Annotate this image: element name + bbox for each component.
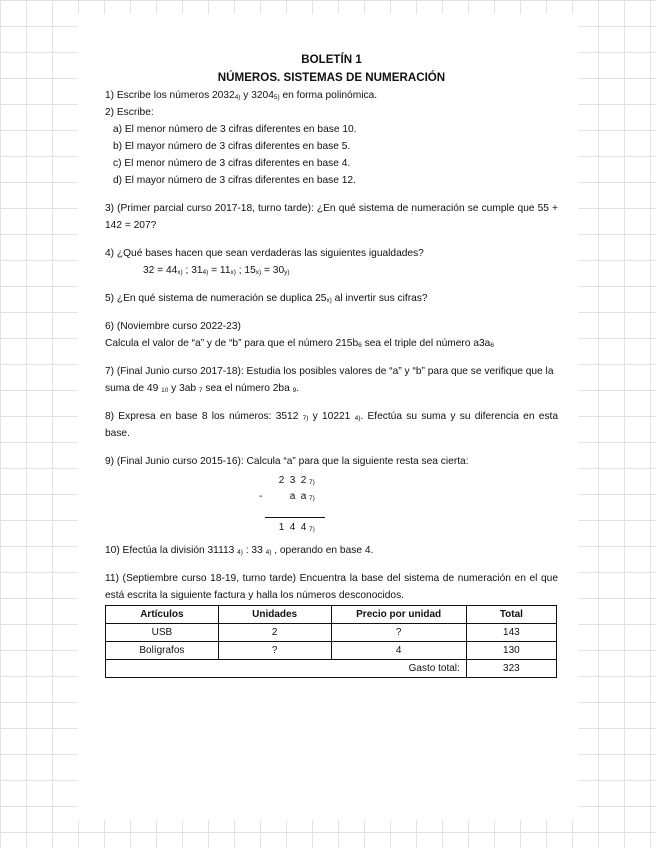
page-subtitle: NÚMEROS. SISTEMAS DE NUMERACIÓN [217, 71, 446, 84]
header-total: Total [466, 606, 556, 624]
question-7: 7) (Final Junio curso 2017-18): Estudia los posibles valores de “a” y “b” para que se verifique que la suma de 49 $_{10}$ y 3ab $_7$ sea el número 2ba $_9$. [105, 366, 554, 394]
minus-sign: - [259, 491, 263, 502]
subtraction-operation [255, 473, 355, 536]
table-row: Bolígrafos ? 4 130 [106, 642, 557, 660]
question-2-item: a) El menor número de 3 cifras diferentes en base 10. [113, 124, 357, 135]
question-1: 1) Escribe los números $2032_{4)}$ y $3204_{5)}$ en forma polinómica. [105, 90, 378, 101]
question-9: 9) (Final Junio curso 2015-16): Calcula “a” para que la siguiente resta sea cierta: [105, 456, 469, 467]
question-2-item: b) El mayor número de 3 cifras diferentes en base 5. [113, 141, 351, 152]
header-articles: Artículos [106, 606, 219, 624]
question-4-intro: 4) ¿Qué bases hacen que sean verdaderas las siguientes igualdades? [105, 248, 424, 259]
question-11: 11) (Septiembre curso 18-19, turno tarde) Encuentra la base del sistema de numeración en el que está escrita la siguiente factura y halla los números desconocidos. [105, 573, 558, 601]
result-line [265, 517, 325, 518]
minuend-row: 2 3 2 7) [278, 475, 315, 486]
question-2-item: d) El mayor número de 3 cifras diferentes en base 12. [113, 175, 356, 186]
result-row: 1 4 4 7) [278, 522, 315, 533]
question-10: 10) Efectúa la división 31113 $_{4)}$ : 33 $_{4)}$ , operando en base 4. [105, 545, 374, 556]
page-title: BOLETÍN 1 [301, 53, 362, 66]
worksheet-page [78, 14, 578, 820]
header-unit-price: Precio por unidad [331, 606, 466, 624]
question-4-equalities: $32 = 44_{x)}$ ; $31_{4)} = 11_{x)}$ ; $15_{x)} = 30_{y)}$ [143, 265, 290, 276]
question-6: Calcula el valor de “a” y de “b” para que el número $215b_6$ sea el triple del número $a3a_6$ [105, 338, 494, 349]
question-6-heading: 6) (Noviembre curso 2022-23) [105, 321, 241, 332]
question-5: 5) ¿En qué sistema de numeración se duplica $25_{x)}$ al invertir sus cifras? [105, 293, 428, 304]
table-total-row [106, 660, 557, 678]
table-row: USB 2 ? 143 [106, 624, 557, 642]
invoice-table [105, 605, 557, 678]
subtrahend-row: - a a 7) [255, 489, 355, 505]
header-units: Unidades [218, 606, 331, 624]
worksheet-content [105, 51, 558, 678]
question-8: 8) Expresa en base 8 los números: 3512 $_{7)}$ y 10221 $_{4)}$. Efectúa su suma y su diferencia en esta base. [105, 411, 558, 439]
question-3: 3) (Primer parcial curso 2017-18, turno tarde): ¿En qué sistema de numeración se cumple que 55 + 142 = 207? [105, 203, 558, 231]
table-header-row [106, 606, 557, 624]
total-value: 323 [466, 660, 556, 678]
question-2-item: c) El menor número de 3 cifras diferentes en base 4. [113, 158, 351, 169]
total-label: Gasto total: [106, 660, 467, 678]
question-2-intro: 2) Escribe: [105, 107, 154, 118]
